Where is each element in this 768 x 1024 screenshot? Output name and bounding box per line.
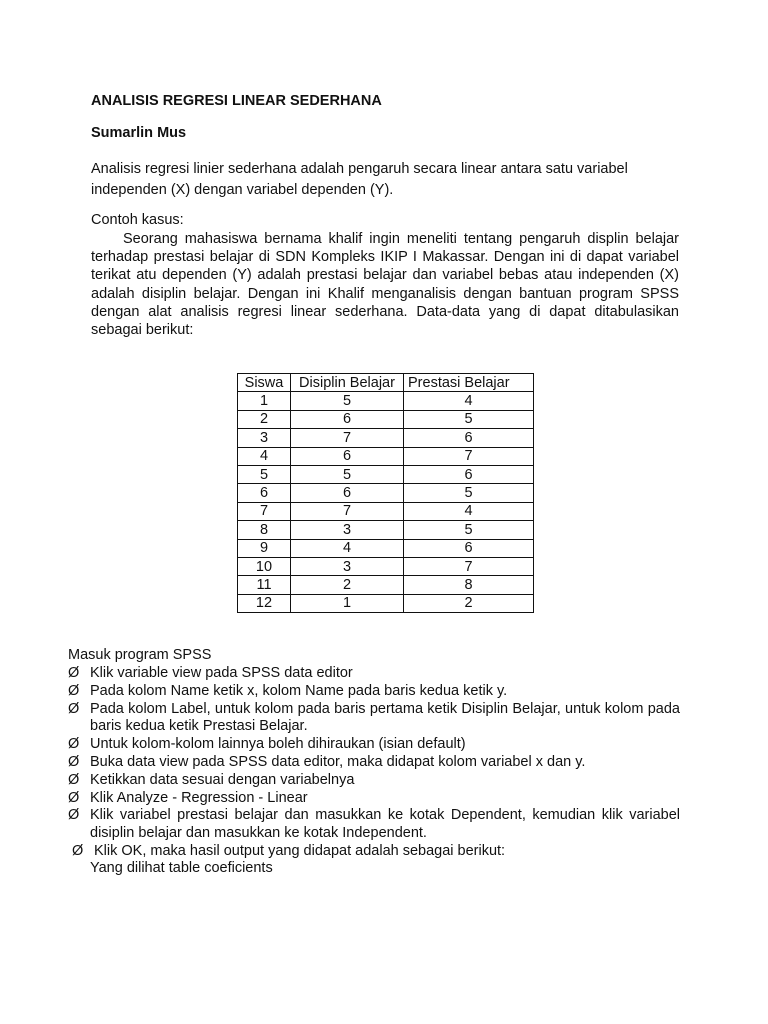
table-row xyxy=(238,594,534,612)
cell-prestasi: 8 xyxy=(404,576,534,594)
table-row xyxy=(238,392,534,410)
bullet-icon: Ø xyxy=(68,700,80,717)
cell-siswa: 2 xyxy=(238,410,291,428)
cell-disiplin: 3 xyxy=(291,557,404,575)
step-text: Klik Analyze - Regression - Linear xyxy=(90,789,308,806)
spss-section-title: Masuk program SPSS xyxy=(68,647,212,663)
cell-siswa: 12 xyxy=(238,594,291,612)
cell-disiplin: 5 xyxy=(291,392,404,410)
intro-paragraph: Analisis regresi linier sederhana adalah pengaruh secara linear antara satu variabel independen (X) dengan variabel dependen (Y). xyxy=(91,161,628,198)
cell-prestasi: 6 xyxy=(404,429,534,447)
cell-prestasi: 6 xyxy=(404,539,534,557)
list-item xyxy=(68,772,680,790)
list-item xyxy=(68,790,680,808)
cell-prestasi: 5 xyxy=(404,484,534,502)
list-item xyxy=(68,665,680,683)
table-row xyxy=(238,410,534,428)
step-text: Klik OK, maka hasil output yang didapat adalah sebagai berikut: xyxy=(94,842,506,859)
bullet-icon: Ø xyxy=(68,789,80,806)
step-text: Klik variable view pada SPSS data editor xyxy=(90,665,353,681)
table-row xyxy=(238,576,534,594)
cell-prestasi: 6 xyxy=(404,465,534,483)
cell-prestasi: 4 xyxy=(404,502,534,520)
cell-siswa: 11 xyxy=(238,576,291,594)
cell-disiplin: 5 xyxy=(291,465,404,483)
cell-prestasi: 2 xyxy=(404,594,534,612)
list-item xyxy=(68,683,680,701)
bullet-icon: Ø xyxy=(72,842,84,859)
document-title: ANALISIS REGRESI LINEAR SEDERHANA xyxy=(91,93,382,109)
cell-disiplin: 7 xyxy=(291,502,404,520)
step-text: Pada kolom Name ketik x, kolom Name pada baris kedua ketik y. xyxy=(90,682,508,699)
case-label: Contoh kasus: xyxy=(91,212,184,228)
cell-siswa: 6 xyxy=(238,484,291,502)
author-name: Sumarlin Mus xyxy=(91,125,187,141)
header-disiplin-belajar: Disiplin Belajar xyxy=(291,374,404,392)
list-item xyxy=(68,736,680,754)
table-row xyxy=(238,557,534,575)
data-table xyxy=(237,373,534,613)
bullet-icon: Ø xyxy=(68,665,80,681)
step-text: Ketikkan data sesuai dengan variabelnya xyxy=(90,771,355,788)
bullet-icon: Ø xyxy=(68,682,80,699)
cell-disiplin: 6 xyxy=(291,410,404,428)
table-row xyxy=(238,465,534,483)
cell-prestasi: 4 xyxy=(404,392,534,410)
cell-disiplin: 6 xyxy=(291,447,404,465)
list-item xyxy=(68,754,680,772)
table-row xyxy=(238,484,534,502)
cell-prestasi: 5 xyxy=(404,410,534,428)
cell-siswa: 10 xyxy=(238,557,291,575)
header-prestasi-belajar: Prestasi Belajar xyxy=(404,374,534,392)
list-item xyxy=(68,807,680,843)
header-siswa: Siswa xyxy=(238,374,291,392)
table-row xyxy=(238,502,534,520)
spss-steps-list xyxy=(68,665,680,861)
cell-prestasi: 7 xyxy=(404,557,534,575)
table-row xyxy=(238,521,534,539)
bullet-icon: Ø xyxy=(68,753,80,770)
case-paragraph: Seorang mahasiswa bernama khalif ingin meneliti tentang pengaruh displin belajar terhadap prestasi belajar di SDN Kompleks IKIP I Makassar. Dengan ini di dapat variabel terikat atu dependen (Y) adalah prestasi belajar dan variabel bebas atau independen (X) adalah disiplin belajar. Dengan ini Khalif menganalisis dengan bantuan program SPSS dengan alat analisis regresi linear sederhana. Data-data yang di dapat ditabulasikan sebagai berikut: xyxy=(91,231,679,339)
cell-disiplin: 2 xyxy=(291,576,404,594)
cell-siswa: 7 xyxy=(238,502,291,520)
table-row xyxy=(238,447,534,465)
cell-disiplin: 6 xyxy=(291,484,404,502)
cell-disiplin: 7 xyxy=(291,429,404,447)
cell-siswa: 5 xyxy=(238,465,291,483)
coefficients-note: Yang dilihat table coeficients xyxy=(90,860,273,876)
step-text: Klik variabel prestasi belajar dan masukkan ke kotak Dependent, kemudian klik variabel disiplin belajar dan masukkan ke kotak Independent. xyxy=(90,807,680,842)
step-text: Pada kolom Label, untuk kolom pada baris pertama ketik Disiplin Belajar, untuk kolom pada baris kedua ketik Prestasi Belajar. xyxy=(90,700,680,735)
cell-prestasi: 5 xyxy=(404,521,534,539)
bullet-icon: Ø xyxy=(68,736,80,753)
bullet-icon: Ø xyxy=(68,771,80,788)
step-text: Buka data view pada SPSS data editor, maka didapat kolom variabel x dan y. xyxy=(90,753,586,770)
cell-disiplin: 4 xyxy=(291,539,404,557)
cell-siswa: 3 xyxy=(238,429,291,447)
cell-disiplin: 3 xyxy=(291,521,404,539)
step-text: Untuk kolom-kolom lainnya boleh dihiraukan (isian default) xyxy=(90,736,466,753)
cell-siswa: 4 xyxy=(238,447,291,465)
list-item xyxy=(68,701,680,737)
table-row xyxy=(238,429,534,447)
bullet-icon: Ø xyxy=(68,807,80,824)
cell-siswa: 1 xyxy=(238,392,291,410)
cell-prestasi: 7 xyxy=(404,447,534,465)
cell-siswa: 9 xyxy=(238,539,291,557)
cell-disiplin: 1 xyxy=(291,594,404,612)
table-row xyxy=(238,539,534,557)
table-header-row xyxy=(238,374,534,392)
list-item xyxy=(68,843,680,861)
cell-siswa: 8 xyxy=(238,521,291,539)
